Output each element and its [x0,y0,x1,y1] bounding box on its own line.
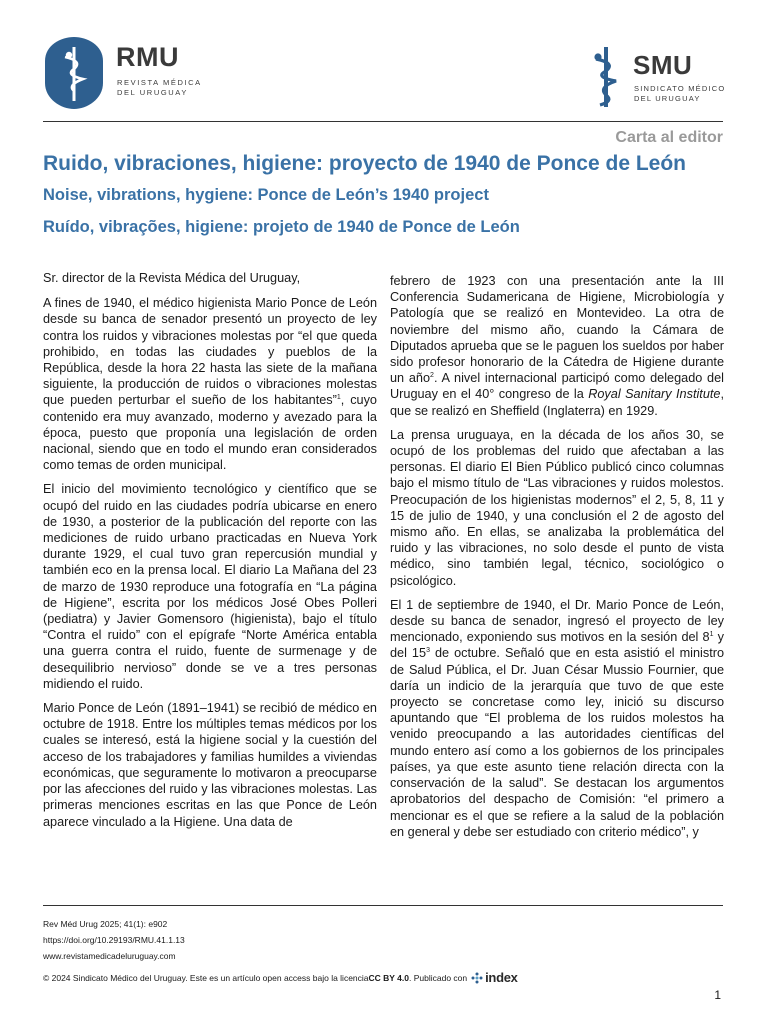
paragraph-6 [390,597,724,840]
smu-subtitle-line-2: DEL URUGUAY [634,94,701,103]
rmu-caduceus-logo-icon [43,35,105,111]
paragraph-4-text-a: febrero de 1923 con una presentación ante la III Conferencia Sudamericana de Higiene, Microbiología y Patología que se realizó en Montevideo. La otra de noviembre del mismo año, cuando la Cámara de Diputados aprueba que se le paguen los sueldos por haber sido profesor honorario de la Cátedra de Higiene durante un año [390,274,724,386]
paragraph-4-text-b: . A nivel internacional participó como delegado del Uruguay en el 40° congreso de la [390,371,724,402]
smu-subtitle-line-1: SINDICATO MÉDICO [634,84,726,93]
paragraph-1-text-b: , cuyo contenido era muy avanzado, moderno y avezado para la época, puesto que proponía una legislación de orden nacional, siendo que en todo el mundo eran considerados como temas de orden municipal. [43,393,377,473]
reference-marker[interactable]: 1 [709,631,714,639]
rmu-subtitle-line-1: REVISTA MÉDICA [117,78,202,87]
paragraph-4-text-c: , que se realizó en Sheffield (Inglaterra) en 1929. [390,387,724,418]
paragraph-1-text-a: A fines de 1940, el médico higienista Mario Ponce de León desde su banca de senador presentó un proyecto de ley contra los ruidos y vibraciones molestas por “el que queda prohibido, en todas las ciudades y pueblos de la República, desde la hora 22 hasta las siete de la mañana siguiente, la producción de ruidos o vibraciones molestas que pueden perturbar el sueño de los habitantes” [43,296,377,408]
section-label: Carta al editor [615,129,723,146]
smu-caduceus-logo-icon [586,43,626,109]
footer-divider [43,905,723,906]
body-column-left [43,270,377,838]
license-link[interactable]: CC BY 4.0 [368,972,409,983]
reference-marker[interactable]: 2 [430,371,434,379]
doi-link[interactable]: https://doi.org/10.29193/RMU.41.1.13 [43,935,185,945]
license-line [43,970,733,985]
title-english: Noise, vibrations, hygiene: Ponce de León’s 1940 project [43,186,489,204]
paragraph-3: Mario Ponce de León (1891–1941) se recibió de médico en octubre de 1918. Entre los múltiples temas médicos por los cuales se interesó, está la higiene social y la cuestión del acceso de los trabajadores y familias humildes a viviendas económicas, que seguramente lo motivaron a preocuparse por las afecciones del ruido y las vibraciones molestas. Las primeras menciones escritas en las que Ponce de León aparece vinculado a la Higiene. Una data de [43,701,377,829]
paragraph-5: La prensa uruguaya, en la década de los años 30, se ocupó de los problemas del ruido que afectaban a las personas. El diario El Bien Público publicó cinco columnas bajo el mismo título de “Las vibraciones y ruidos molestos. Preocupación de los higienistas modernos” el 2, 5, 8, 11 y 15 de julio de 1940, y una conclusión el 2 de agosto del mismo año. En ellas, se analizaba la problemática del ruido y las vibraciones, no solo desde el punto de vista médico, sino también legal, técnico, sociológico o psicológico. [390,427,724,588]
rmu-brand: RMU [116,42,179,72]
title-spanish: Ruido, vibraciones, higiene: proyecto de 1940 de Ponce de León [43,152,686,175]
institute-name: Royal Sanitary Institute [588,387,721,402]
published-with-text: . Publicado con [409,972,468,983]
body-column-right [390,273,724,848]
website-link[interactable]: www.revistamedicadeluruguay.com [43,951,176,961]
header-divider [43,121,723,122]
paragraph-4 [390,273,724,419]
index-dots-icon [471,972,483,984]
page-footer [43,916,733,985]
title-portuguese: Ruído, vibrações, higiene: projeto de 1940 de Ponce de León [43,218,520,236]
rmu-subtitle-line-2: DEL URUGUAY [117,88,188,97]
paragraph-1 [43,295,377,473]
paragraph-6-text-b: y del 15 [390,630,724,661]
rmu-subtitle [117,78,227,98]
page-header [0,0,768,120]
paragraph-6-text-a: El 1 de septiembre de 1940, el Dr. Mario Ponce de León, desde su banca de senador, ingresó el proyecto de ley mencionado, exponiendo sus motivos en la sesión del 8 [390,597,724,645]
reference-marker[interactable]: 3 [426,647,430,655]
paragraph-2: El inicio del movimiento tecnológico y científico que se ocupó del ruido en las ciudades podría ubicarse en enero de 1930, a posterior de la publicación del reporte con las mediciones de ruido urbano practicadas en Nueva York durante 1929, el cual tuvo gran repercusión mundial y también eco en la prensa local. El diario La Mañana del 23 de marzo de 1930 reproduce una fotografía en “La página de Higiene”, escrita por los médicos José Obes Polleri (pediatra) y Javier Gomensoro (higienista), bajo el título “Contra el ruido” con el epígrafe “Norte América entabla una guerra contra el ruido, fuente de surmenage y de desequilibrio nervioso” donde se ve a tres personas midiendo el ruido. [43,482,377,691]
paragraph-6-text-c: de octubre. Señaló que en esta asistió el ministro de Salud Pública, el Dr. Juan César Mussio Fournier, que daría un indicio de la jerarquía que tuvo de que este proyecto se concretase como ley, inició su discurso apuntando que “El problema de los ruidos molestos ha venido preocupando a las autoridades científicas del mundo entero así como a los gobiernos de los principales países, ya que este asunto tiene relación directa con la conservación de la salud”. Se destacan los argumentos aprobatorios del despacho de Comisión: “el primero a mencionar es el que se refiere a la salud de la población en general y debe ser estudiado con criterio médico”, y [390,646,724,839]
index-publisher-logo[interactable] [471,970,517,985]
reference-marker[interactable]: 1 [336,394,341,402]
page-number: 1 [714,988,721,1002]
citation: Rev Méd Urug 2025; 41(1): e902 [43,919,168,929]
index-wordmark: index [485,970,518,985]
salutation: Sr. director de la Revista Médica del Uruguay, [43,271,301,285]
smu-brand: SMU [633,50,693,80]
license-text: © 2024 Sindicato Médico del Uruguay. Este es un artículo open access bajo la licencia [43,972,369,983]
smu-subtitle [634,84,744,104]
